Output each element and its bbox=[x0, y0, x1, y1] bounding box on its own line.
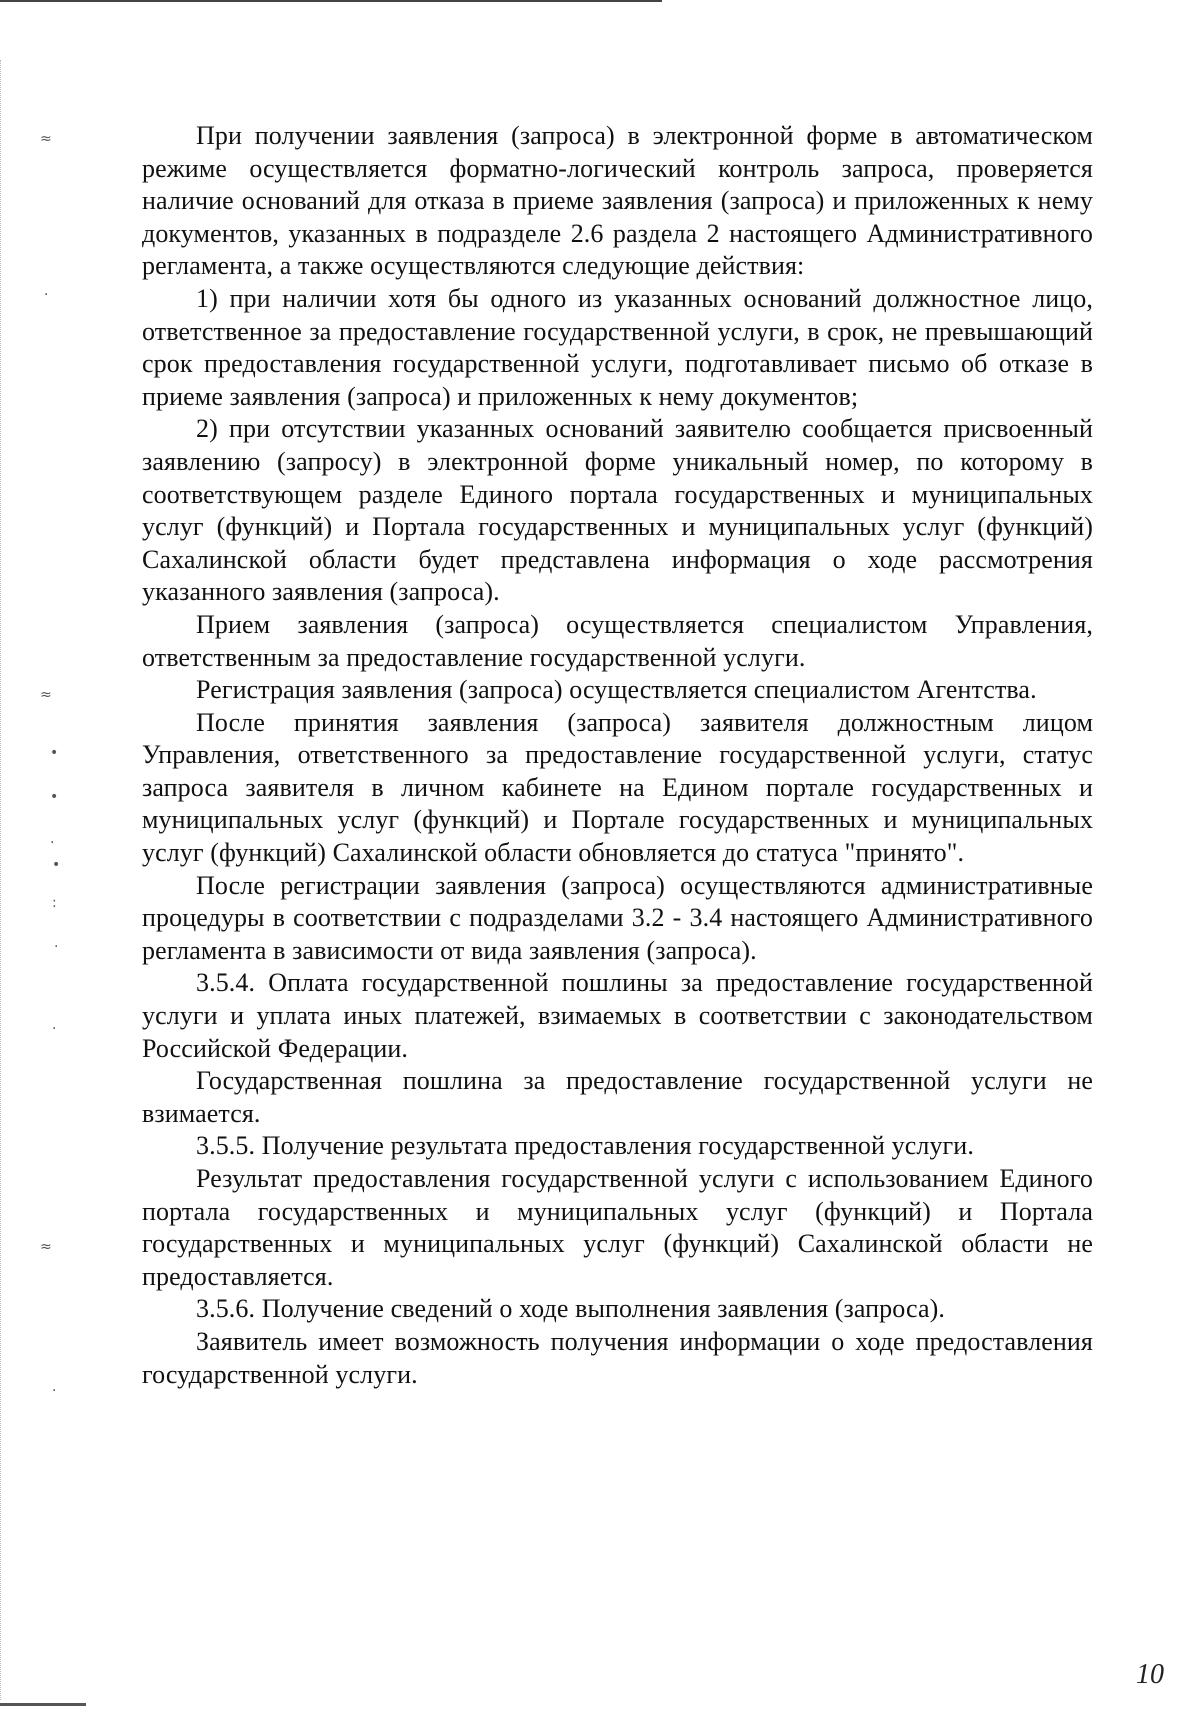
binding-mark-icon: • bbox=[50, 745, 59, 761]
paragraph: После принятия заявления (запроса) заявителя должностным лицом Управления, ответственного за предоставление государственной услуги, статус запроса заявителя в личном кабинете на Едином портале государственных и муниципальных услуг (функций) и Портале государственных и муниципальных услуг (функций) Сахалинской области обновляется до статуса "принято". bbox=[142, 707, 1093, 868]
paragraph: 2) при отсутствии указанных оснований заявителю сообщается присвоенный заявлению (запросу) в электронной форме уникальный номер, по которому в соответствующем разделе Единого портала государственных и муниципальных услуг (функций) и Портала государственных и муниципальных услуг (функций) Сахалинской области будет представлена информация о ходе рассмотрения указанного заявления (запроса). bbox=[142, 414, 1093, 607]
section-heading: 3.5.6. Получение сведений о ходе выполнения заявления (запроса). bbox=[196, 1294, 945, 1324]
binding-mark-icon: • bbox=[50, 789, 59, 805]
binding-mark-icon: · bbox=[44, 287, 49, 303]
binding-mark-icon: · bbox=[50, 835, 55, 851]
scan-top-rule bbox=[0, 0, 662, 2]
page-number: 10 bbox=[1136, 1659, 1164, 1690]
paragraph: 1) при наличии хотя бы одного из указанных оснований должностное лицо, ответственное за предоставление государственной услуги, в срок, не превышающий срок предоставления государственной услуги, подготавливает письмо об отказе в приеме заявления (запроса) и приложенных к нему документов; bbox=[142, 283, 1093, 411]
section-heading: 3.5.5. Получение результата предоставления государственной услуги. bbox=[196, 1131, 974, 1161]
binding-mark-icon: : bbox=[52, 895, 57, 911]
binding-mark-icon: · bbox=[52, 1021, 57, 1037]
scan-bottom-rule bbox=[0, 1703, 86, 1706]
binding-mark-icon: • bbox=[52, 857, 61, 873]
paragraph: Государственная пошлина за предоставление государственной услуги не взимается. bbox=[142, 1066, 1093, 1128]
binding-mark-icon: ≈ bbox=[40, 687, 52, 703]
paragraph: Регистрация заявления (запроса) осуществляется специалистом Агентства. bbox=[196, 675, 1037, 705]
section-heading: 3.5.4. Оплата государственной пошлины за предоставление государственной услуги и уплата иных платежей, взимаемых в соответствии с законодательством Российской Федерации. bbox=[142, 968, 1093, 1063]
binding-mark-icon: ≈ bbox=[40, 1239, 52, 1255]
paragraph: Результат предоставления государственной услуги с использованием Единого портала государственных и муниципальных услуг (функций) и Портала государственных и муниципальных услуг (функций) Сахалинской области не предоставляется. bbox=[142, 1164, 1093, 1291]
binding-mark-icon: · bbox=[54, 939, 59, 955]
paragraph: Заявитель имеет возможность получения информации о ходе предоставления государственной услуги. bbox=[142, 1326, 1093, 1389]
scan-left-edge bbox=[0, 60, 2, 1700]
paragraph: После регистрации заявления (запроса) осуществляются административные процедуры в соответствии с подразделами 3.2 - 3.4 настоящего Административного регламента в зависимости от вида заявления (запроса). bbox=[142, 870, 1093, 965]
binding-mark-icon: · bbox=[52, 1383, 57, 1399]
paragraph: При получении заявления (запроса) в электронной форме в автоматическом режиме осуществляется форматно-логический контроль запроса, проверяется наличие оснований для отказа в приеме заявления (запроса) и приложенных к нему документов, указанных в подразделе 2.6 раздела 2 настоящего Административного регламента, а также осуществляются следующие действия: bbox=[142, 121, 1093, 281]
binding-mark-icon: ≈ bbox=[40, 131, 52, 147]
document-body bbox=[142, 120, 1093, 1391]
paragraph: Прием заявления (запроса) осуществляется специалистом Управления, ответственным за предоставление государственной услуги. bbox=[142, 609, 1093, 672]
